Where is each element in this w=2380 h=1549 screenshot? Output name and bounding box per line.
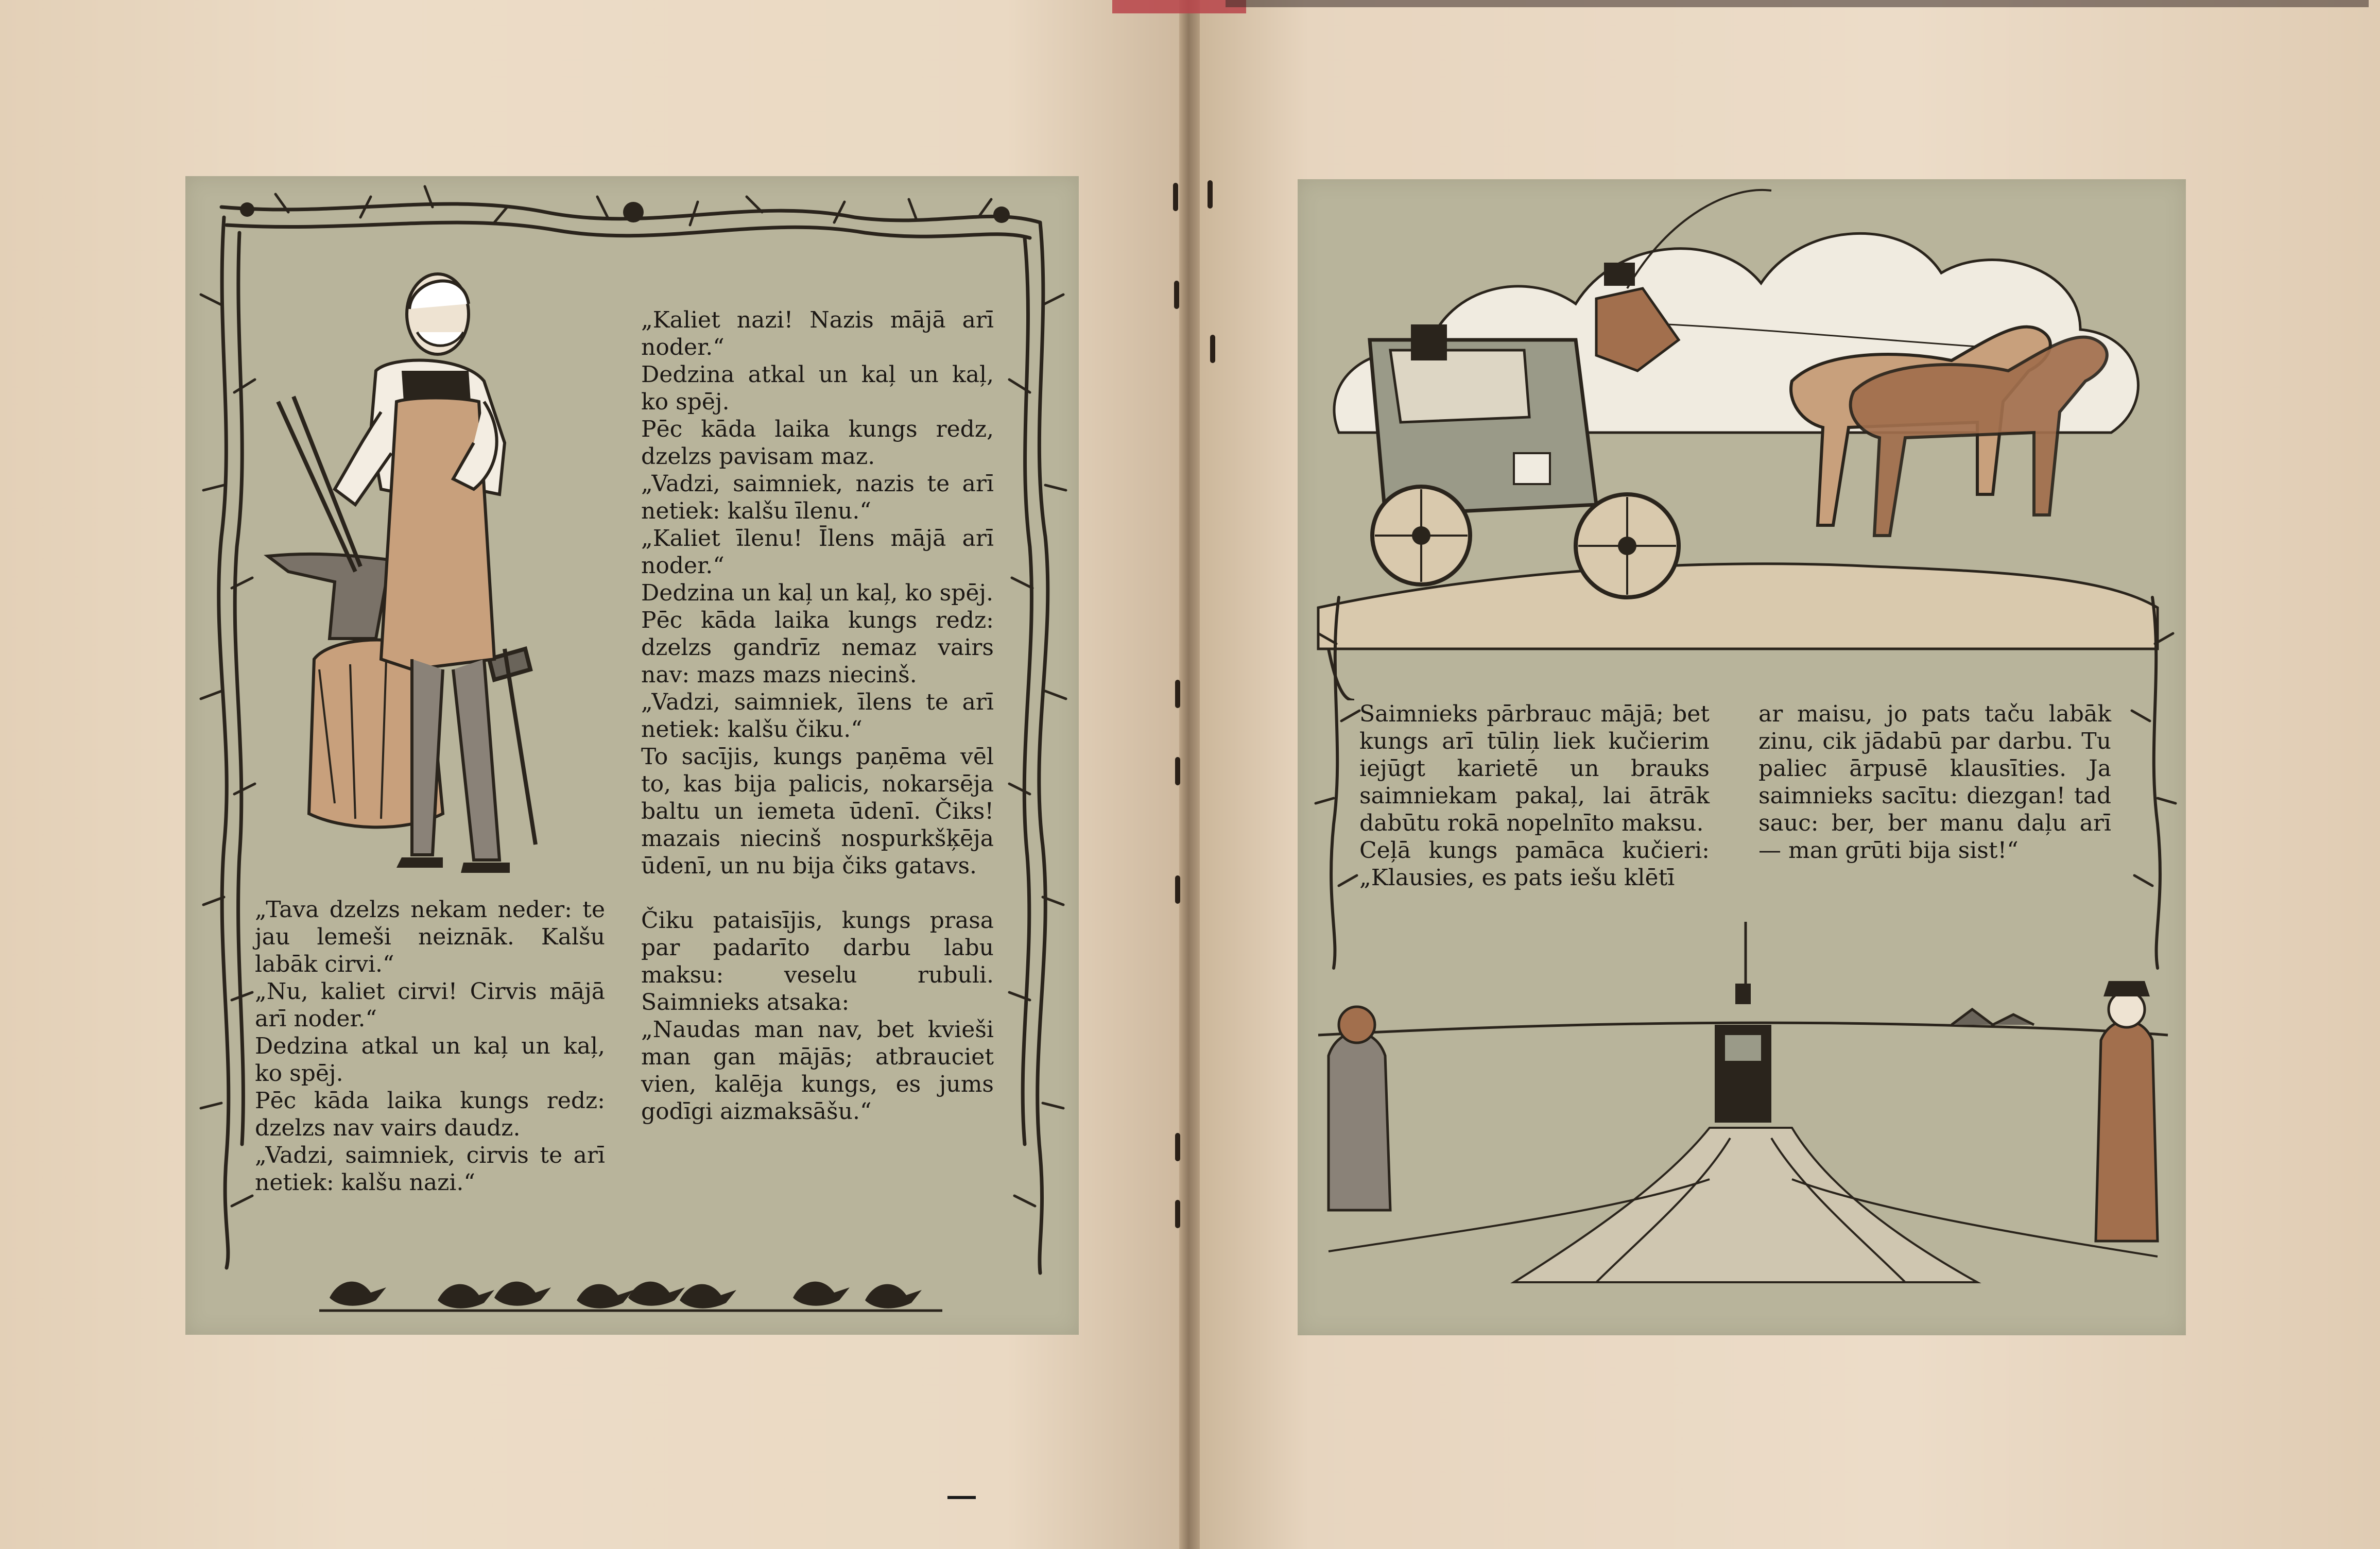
binding-hole — [1175, 1133, 1180, 1161]
left-text-column-top: „Kaliet nazi! Nazis mājā arī noder.“ Dedzina atkal un kaļ un kaļ, ko spēj. Pēc kāda laika kungs redz, dzelzs pavisam maz. „Vadzi, saimniek, nazis te arī netiek: kalšu īlenu.“ „Kaliet īlenu! Īlens mājā arī noder.“ Dedzina un kaļ un kaļ, ko spēj. Pēc kāda laika kungs redz: dzelzs gandrīz nemaz vairs nav: mazs mazs niecinš. „Vadzi, saimniek, īlens te arī netiek: kalšu čiku.“ To sacījis, kungs paņēma vēl to, kas bija palicis, nokarsēja baltu un iemeta ūdenī. Čiks! mazais niecinš nospurkšķēja ūdenī, un nu bija čiks gatavs. Čiku pataisījis, kungs prasa par padarīto darbu labu maksu: veselu rubuli. Saimnieks atsaka: „Naudas man nav, bet kvieši man gan mājās; atbrauciet vien, kalēja kungs, es jums godīgi aizmaksāšu.“ — [641, 307, 994, 1125]
bird-frieze — [309, 1257, 953, 1318]
cover-edge-dark — [1226, 0, 2369, 7]
binding-hole — [1175, 875, 1180, 904]
binding-hole — [1173, 183, 1178, 211]
binding-hole — [1175, 1200, 1180, 1228]
right-vine-border — [1298, 566, 2186, 1133]
left-text-column-bottom: „Tava dzelzs nekam neder: te jau lemeši neiznāk. Kalšu labāk cirvi.“ „Nu, kaliet cirvi! Cirvis mājā arī noder.“ Dedzina atkal un kaļ un kaļ, ko spēj. Pēc kāda laika kungs redz: dzelzs nav vairs daudz. „Vadzi, saimniek, cirvis te arī netiek: kalšu nazi.“ — [255, 897, 605, 1196]
binding-hole — [1210, 335, 1215, 363]
binding-hole — [1208, 180, 1213, 209]
binding-hole — [1174, 281, 1179, 309]
blacksmith-illustration — [257, 247, 628, 891]
right-text-column-b: ar maisu, jo pats taču labāk zinu, cik jādabū par darbu. Tu paliec ārpusē klausīties. Ja saimnieks sacītu: diezgan! tad sauc: ber, ber manu daļu arī — man grūti bija sist!“ — [1758, 701, 2111, 864]
right-text-column-a: Saimnieks pārbrauc mājā; bet kungs arī tūliņ liek kučierim iejūgt karietē un brauks saimniekam pakaļ, lai ātrāk dabūtu rokā nopelnīto maksu. Ceļā kungs pamāca kučieri: „Klausies, es pats iešu klētī — [1359, 701, 1710, 891]
book-gutter — [1179, 0, 1200, 1549]
pencil-mark — [947, 1496, 976, 1499]
binding-hole — [1175, 757, 1180, 785]
binding-hole — [1175, 680, 1180, 708]
